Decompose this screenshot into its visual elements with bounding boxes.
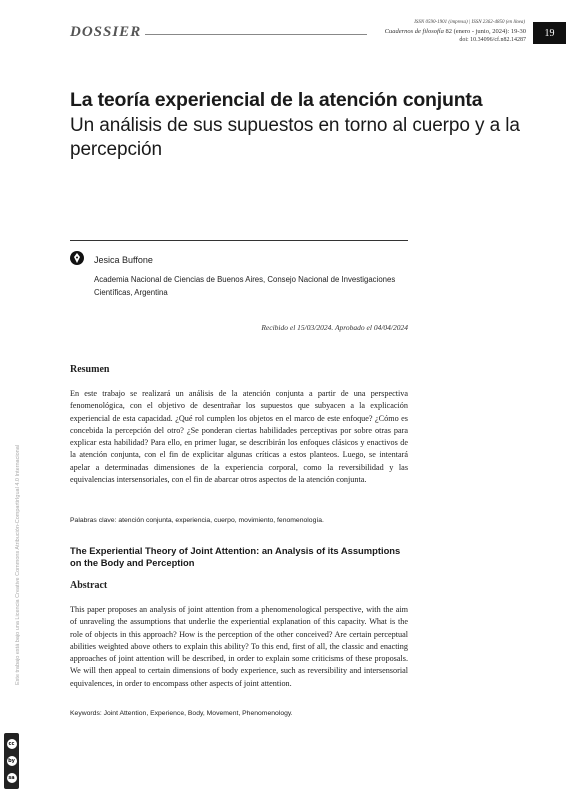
article-subtitle: Un análisis de sus supuestos en torno al cuerpo y a la percepción	[70, 115, 520, 160]
journal-issue: 82 (enero - junio, 2024): 19-30	[445, 28, 526, 35]
issn-line: ISSN 0590-1901 (impresa) | ISSN 2362-4850 (en línea)	[414, 20, 525, 25]
sa-icon: sa	[8, 775, 15, 782]
abstract-text: This paper proposes an analysis of joint attention from a phenomenological perspective, with the aim of unraveling the assumptions that underlie the experiential explanation of this capacity. What is the role of objects in this approach? How is the perception of the other conceived? Are certain perceptual abilities weighted above others to explain this ability? To this end, first of all, the classic and enacting approaches of joint attention will be described, in order to explain some criticisms of these proposals. We will then appeal to certain dimensions of body experience, such as reversibility and intersensorial equivalences, in order to encompass other aspects of joint attention.	[70, 605, 408, 688]
resumen-heading: Resumen	[70, 364, 110, 375]
english-title: The Experiential Theory of Joint Attention: an Analysis of its Assumptions on the Body and Perception	[70, 545, 401, 568]
abstract-heading: Abstract	[70, 580, 108, 591]
license-text: Este trabajo está bajo una Licencia Creative Commons Atribución-CompartirIgual 4.0 Internacional	[15, 445, 21, 685]
abstract-keywords: Keywords: Joint Attention, Experience, Body, Movement, Phenomenology.	[70, 710, 293, 717]
author-divider	[70, 240, 408, 241]
author-name: Jesica Buffone	[94, 255, 153, 265]
article-title: La teoría experiencial de la atención conjunta	[70, 89, 483, 111]
journal-name: Cuadernos de filosofía	[384, 28, 444, 35]
by-icon: by	[8, 757, 15, 764]
author-affiliation: Academia Nacional de Ciencias de Buenos Aires, Consejo Nacional de Investigaciones Científicas, Argentina	[94, 275, 396, 297]
received-date: Recibido el 15/03/2024. Aprobado el 04/04/2024	[261, 323, 408, 332]
cc-license-badge[interactable]	[4, 733, 19, 789]
author-pen-icon	[70, 251, 84, 265]
resumen-keywords: Palabras clave: atención conjunta, experiencia, cuerpo, movimiento, fenomenología.	[70, 517, 324, 524]
header-divider	[145, 34, 367, 35]
page-number: 19	[533, 22, 566, 44]
doi-link[interactable]: doi: 10.34096/cf.n82.14287	[459, 37, 526, 43]
section-label: DOSSIER	[70, 24, 142, 40]
resumen-text: En este trabajo se realizará un análisis de la atención conjunta a partir de una perspectiva fenomenológica, con el objetivo de desentrañar los supuestos que subyacen a la explicación experiencial de esta capacidad. ¿Qué rol cumplen los objetos en el marco de este enfoque? ¿Cómo es concebida la percepción del otro? ¿Se ponderan ciertas habilidades perceptivas por sobre otras para explicar esta habilidad? Para ello, en primer lugar, se describirán los enfoques clásicos y enactivos de la atención conjunta, con el fin de explicitar algunas críticas a estos planteos. Luego, se intentará apelar a determinadas dimensiones de la experiencia corporal, como la reversibilidad y las equivalencias intersensoriales, con el fin de abarcar otros aspectos de la atención conjunta.	[70, 389, 408, 485]
journal-citation	[366, 28, 526, 35]
cc-icon: cc	[7, 739, 17, 749]
